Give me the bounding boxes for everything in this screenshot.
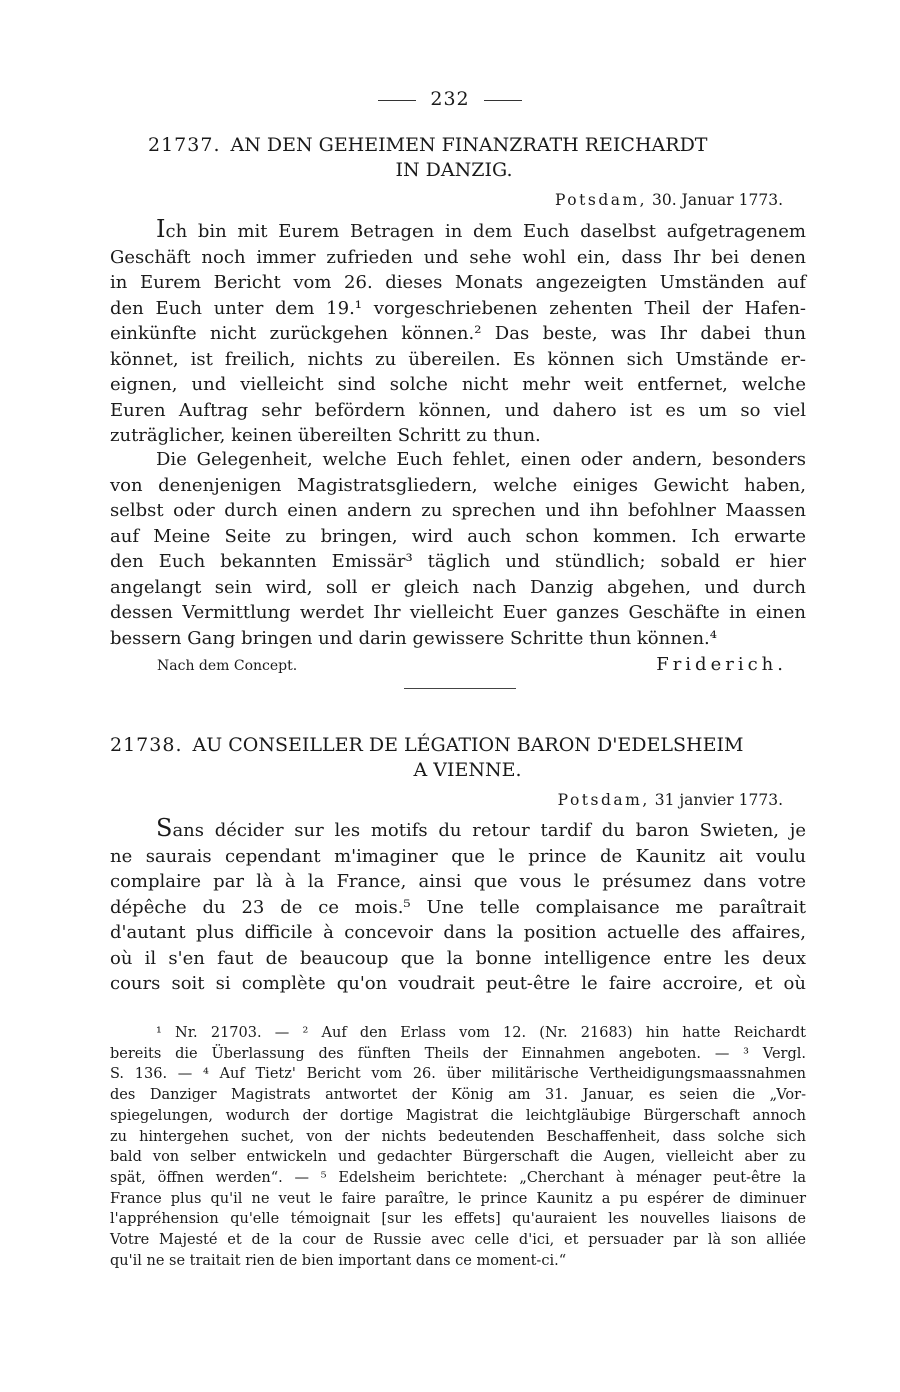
page-number xyxy=(0,88,900,110)
footnote-line: S. 136. — ⁴ Auf Tietz' Bericht vom 26. über militärische Vertheidigungsmaassnahmen xyxy=(110,1066,806,1083)
letter1-paragraph-1-line: Ich bin mit Eurem Betragen in dem Euch daselbst aufgetragenem xyxy=(156,215,806,243)
page-number-rule-right xyxy=(484,100,522,101)
letter2-paragraph-1-line: cours soit si complète qu'on voudrait peut-être le faire accroire, et où xyxy=(110,973,806,994)
footnote-line: zu hintergehen suchet, von der nichts bedeutenden Beschaffenheit, dass solche sich xyxy=(110,1128,806,1145)
letter2-paragraph-1-line: complaire par là à la France, ainsi que vous le présumez dans votre xyxy=(110,871,806,892)
section-divider xyxy=(404,688,516,689)
footnote-line: spiegelungen, wodurch der dortige Magistrat die leichtgläubige Bürgerschaft annoch xyxy=(110,1107,806,1124)
letter1-paragraph-2-line: auf Meine Seite zu bringen, wird auch schon kommen. Ich erwarte xyxy=(110,525,806,547)
letter1-number: 21737. xyxy=(148,134,221,156)
page-number-rule-left xyxy=(378,100,416,101)
letter2-addressee: AU CONSEILLER DE LÉGATION BARON D'EDELSHEIM xyxy=(192,734,744,756)
letter1-paragraph-2-line: Die Gelegenheit, welche Euch fehlet, einen oder andern, besonders xyxy=(156,449,806,470)
letter1-paragraph-2 xyxy=(110,447,806,651)
letter1-paragraph-1-line: könnet, ist freilich, nichts zu übereilen. Es können sich Umstände er- xyxy=(110,348,806,370)
letter1-paragraph-1-line: Geschäft noch immer zufrieden und sehe wohl ein, dass Ihr bei denen xyxy=(110,246,806,268)
letter1-date: 30. Januar 1773. xyxy=(652,191,783,209)
letter1-paragraph-2-line: angelangt sein wird, soll er gleich nach Danzig abgehen, und durch xyxy=(110,576,806,598)
footnote-line: qu'il ne se traitait rien de bien important dans ce moment-ci.“ xyxy=(110,1252,567,1269)
footnote-line: ¹ Nr. 21703. — ² Auf den Erlass vom 12. (Nr. 21683) hin hatte Reichardt xyxy=(156,1025,806,1041)
letter2-number: 21738. xyxy=(110,734,183,756)
letter2-heading-line2: A VIENNE. xyxy=(413,759,522,781)
footnote-line: Votre Majesté et de la cour de Russie avec celle d'ici, et persuader par là son alliée xyxy=(110,1232,806,1249)
letter1-paragraph-2-line: dessen Vermittlung werdet Ihr vielleicht Euer ganzes Geschäfte in einen xyxy=(110,602,806,623)
letter1-paragraph-2-line: bessern Gang bringen und darin gewissere Schritte thun können.⁴ xyxy=(110,627,717,649)
footnote-line: spät, öffnen werden“. — ⁵ Edelsheim berichtete: „Cherchant à ménager peut-être la xyxy=(110,1169,806,1186)
letter1-paragraph-1-line: eignen, und vielleicht sind solche nicht mehr weit entfernet, welche xyxy=(110,374,806,395)
footnote-line: France plus qu'il ne veut le faire paraître, le prince Kaunitz a pu espérer de diminuer xyxy=(110,1190,806,1207)
letter2-paragraph-1-line: où il s'en faut de beaucoup que la bonne intelligence entre les deux xyxy=(110,947,806,969)
source-note: Nach dem Concept. xyxy=(157,658,298,674)
letter2-paragraph-1 xyxy=(110,816,806,997)
letter1-date-place: Potsdam, xyxy=(555,191,648,209)
letter1-paragraph-1-line: Euren Auftrag sehr befördern können, und dahero ist es um so viel xyxy=(110,399,806,421)
letter1-paragraph-1-initial: I xyxy=(156,215,166,243)
letter2-paragraph-1-line: ne saurais cependant m'imaginer que le prince de Kaunitz ait voulu xyxy=(110,845,806,867)
letter1-paragraph-1-line: einkünfte nicht zurückgehen können.² Das beste, was Ihr dabei thun xyxy=(110,323,806,344)
letter1-paragraph-1-line: in Eurem Bericht vom 26. dieses Monats angezeigten Umständen auf xyxy=(110,272,806,293)
letter1-paragraph-1 xyxy=(110,217,806,449)
letter2-heading-line1 xyxy=(110,733,810,758)
letter1-paragraph-1-line: zuträglicher, keinen übereilten Schritt zu thun. xyxy=(110,425,541,446)
footnote-line: bereits die Überlassung des fünften Theils der Einnahmen angeboten. — ³ Vergl. xyxy=(110,1045,806,1062)
signature: Friderich. xyxy=(656,654,787,675)
letter2-dateline xyxy=(558,791,783,809)
letter2-date-place: Potsdam, xyxy=(557,791,650,809)
letter1-heading-line1 xyxy=(148,133,798,158)
letter1-heading-line2: IN DANZIG. xyxy=(395,159,513,181)
letter2-paragraph-1-line: Sans décider sur les motifs du retour tardif du baron Swieten, je xyxy=(156,814,806,842)
letter1-addressee: AN DEN GEHEIMEN FINANZRATH REICHARDT xyxy=(230,134,708,156)
letter1-paragraph-2-line: von denenjenigen Magistratsgliedern, welche einiges Gewicht haben, xyxy=(110,474,806,496)
letter1-paragraph-1-line: den Euch unter dem 19.¹ vorgeschriebenen zehenten Theil der Hafen- xyxy=(110,297,806,319)
letter2-paragraph-1-line: d'autant plus difficile à concevoir dans la position actuelle des affaires, xyxy=(110,922,806,943)
letter2-paragraph-1-line: dépêche du 23 de ce mois.⁵ Une telle complaisance me paraîtrait xyxy=(110,896,806,918)
letter1-paragraph-2-line: selbst oder durch einen andern zu sprechen und ihn befohlner Maassen xyxy=(110,500,806,521)
letter2-heading xyxy=(110,733,810,783)
letter1-dateline xyxy=(555,191,783,209)
letter1-paragraph-2-line: den Euch bekannten Emissär³ täglich und stündlich; sobald er hier xyxy=(110,551,806,572)
letter2-date: 31 janvier 1773. xyxy=(654,791,783,809)
footnote-line: des Danziger Magistrats antwortet der König am 31. Januar, es seien die „Vor- xyxy=(110,1087,806,1104)
letter2-paragraph-1-initial: S xyxy=(156,814,173,842)
footnote-line: bald von selber entwickeln und gedachter Bürgerschaft die Augen, vielleicht aber zu xyxy=(110,1149,806,1166)
footnotes xyxy=(110,1023,806,1271)
page-number-text: 232 xyxy=(430,88,470,110)
letter1-heading xyxy=(148,133,798,183)
footnote-line: l'appréhension qu'elle témoignait [sur les effets] qu'auraient les nouvelles liaisons de xyxy=(110,1211,806,1228)
